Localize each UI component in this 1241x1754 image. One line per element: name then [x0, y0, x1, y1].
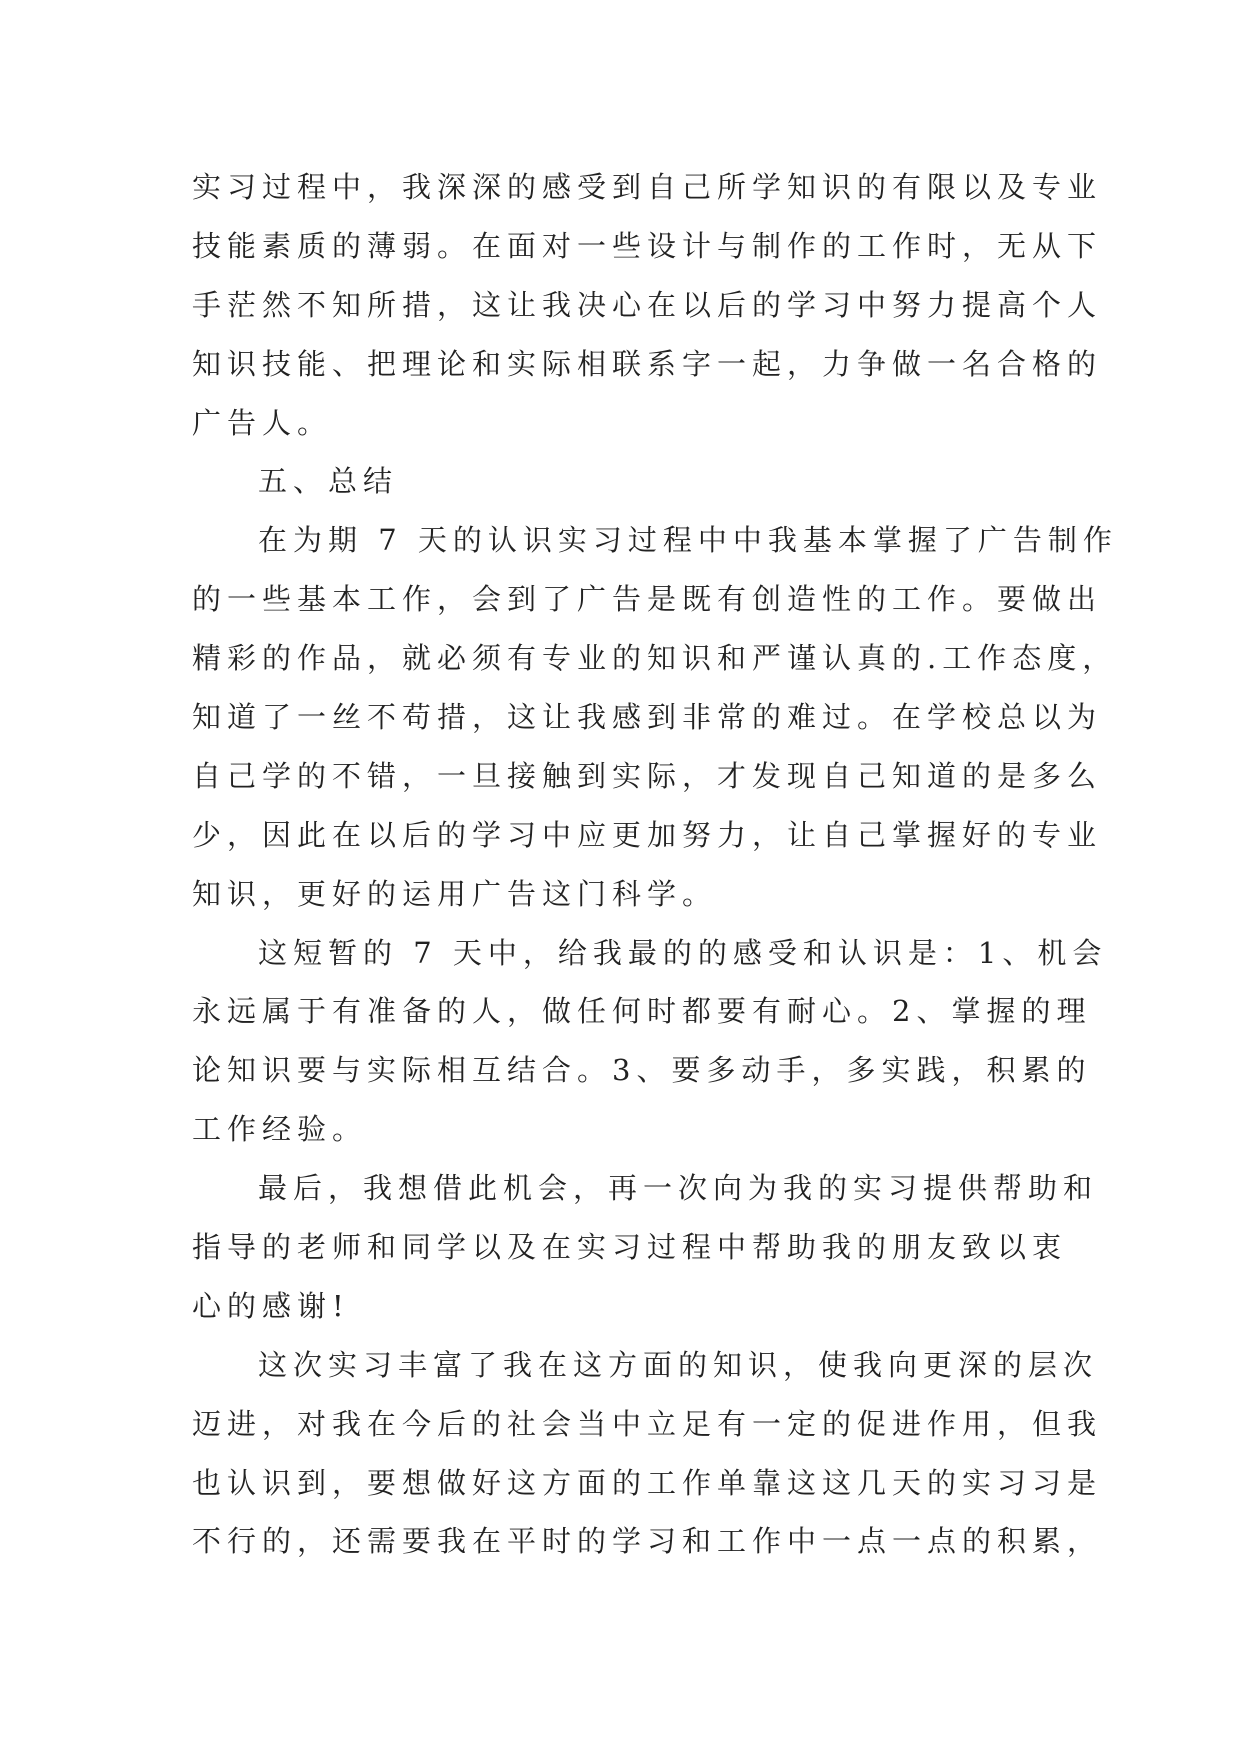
text-line: 五、总结 [258, 464, 399, 499]
text-line: 手茫然不知所措，这让我决心在以后的学习中努力提高个人 [192, 287, 1103, 322]
text-line: 也认识到，要想做好这方面的工作单靠这这几天的实习习是 [192, 1465, 1103, 1500]
text-line: 在为期 7 天的认识实习过程中中我基本掌握了广告制作 [258, 523, 1118, 558]
text-line: 指导的老师和同学以及在实习过程中帮助我的朋友致以衷 [192, 1230, 1068, 1265]
text-line: 这短暂的 7 天中，给我最的的感受和认识是：1、机会 [258, 935, 1108, 970]
text-line: 技能素质的薄弱。在面对一些设计与制作的工作时，无从下 [192, 228, 1103, 263]
text-line: 心的感谢! [192, 1288, 350, 1323]
text-line: 知识，更好的运用广告这门科学。 [192, 876, 718, 911]
text-line: 这次实习丰富了我在这方面的知识，使我向更深的层次 [258, 1347, 1099, 1382]
text-line: 论知识要与实际相互结合。3、要多动手，多实践，积累的 [192, 1053, 1092, 1088]
text-line: 永远属于有准备的人，做任何时都要有耐心。2、掌握的理 [192, 994, 1092, 1029]
body-text [192, 158, 1118, 1571]
text-line: 实习过程中，我深深的感受到自己所学知识的有限以及专业 [192, 170, 1103, 204]
text-line: 不行的，还需要我在平时的学习和工作中一点一点的积累， [192, 1524, 1103, 1559]
text-line: 最后，我想借此机会，再一次向为我的实习提供帮助和 [258, 1171, 1099, 1206]
text-line: 自己学的不错，一旦接触到实际，才发现自己知道的是多么 [192, 758, 1103, 793]
text-line: 少，因此在以后的学习中应更加努力，让自己掌握好的专业 [192, 817, 1103, 852]
text-line: 知识技能、把理论和实际相联系字一起，力争做一名合格的 [192, 346, 1103, 381]
text-line: 工作经验。 [192, 1112, 368, 1147]
text-line: 的一些基本工作，会到了广告是既有创造性的工作。要做出 [192, 582, 1103, 617]
text-line: 广告人。 [192, 405, 333, 440]
text-line: 知道了一丝不苟措，这让我感到非常的难过。在学校总以为 [192, 700, 1103, 735]
text-line: 精彩的作品，就必须有专业的知识和严谨认真的.工作态度， [192, 641, 1118, 676]
text-line: 迈进，对我在今后的社会当中立足有一定的促进作用，但我 [192, 1406, 1103, 1441]
